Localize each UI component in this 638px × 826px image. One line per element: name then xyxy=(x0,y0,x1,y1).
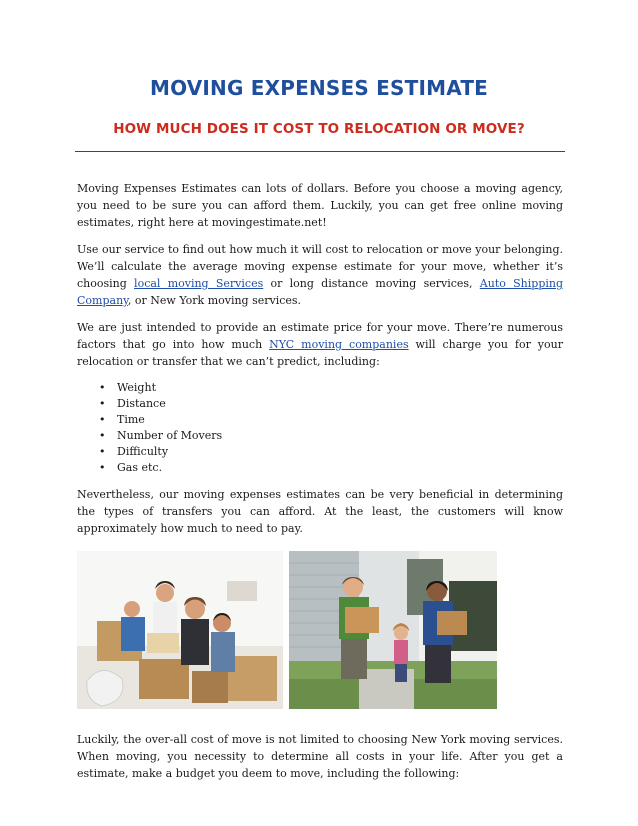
paragraph-service-text-2: or long distance moving services, xyxy=(263,277,480,290)
list-item: • Weight xyxy=(117,380,563,396)
paragraph-benefit: Nevertheless, our moving expenses estimates can be very beneficial in determining the types of transfers you can afford. At the least, the customers will know approximately how much to need to pay. xyxy=(77,488,563,535)
paragraph-service-text-3: , or New York moving services. xyxy=(127,294,302,307)
document-body xyxy=(77,180,563,792)
nyc-moving-companies-link[interactable]: NYC moving companies xyxy=(269,338,409,351)
list-item: • Gas etc. xyxy=(117,460,563,476)
list-item: • Time xyxy=(117,412,563,428)
auto-shipping-company-link[interactable]: Auto Shipping Company xyxy=(77,277,564,307)
factors-list xyxy=(77,380,563,476)
paragraph-intro: Moving Expenses Estimates can lots of dollars. Before you choose a moving agency, you need to be sure you can afford them. Luckily, you can get free online moving estimates, right here at movingestimate.net! xyxy=(77,182,563,229)
document-title: MOVING EXPENSES ESTIMATE xyxy=(149,76,489,100)
office-movers-photo xyxy=(77,551,283,709)
photo-strip xyxy=(77,551,563,709)
paragraph-service xyxy=(77,241,563,309)
family-movers-photo xyxy=(289,551,497,709)
list-item: • Distance xyxy=(117,396,563,412)
document-subtitle: HOW MUCH DOES IT COST TO RELOCATION OR MOVE? xyxy=(113,121,525,137)
paragraph-service-text-1: Use our service to find out how much it will cost to relocation or move your belonging. We’ll calculate the average moving expense estimate for your move, whether it’s choosing xyxy=(77,243,563,290)
paragraph-factors-text-1: We are just intended to provide an estimate price for your move. There’re numerous factors that go into how much xyxy=(77,321,563,351)
paragraph-factors xyxy=(77,319,563,370)
paragraph-budget: Luckily, the over-all cost of move is not limited to choosing New York moving services. When moving, you necessity to determine all costs in your life. After you get a estimate, make a budget you deem to move, including the following: xyxy=(77,733,563,780)
local-moving-services-link[interactable]: local moving Services xyxy=(134,277,264,290)
paragraph-factors-text-2: will charge you for your relocation or transfer that we can’t predict, including: xyxy=(77,338,563,368)
list-item: • Difficulty xyxy=(117,444,563,460)
title-divider xyxy=(75,151,565,152)
list-item: • Number of Movers xyxy=(117,428,563,444)
